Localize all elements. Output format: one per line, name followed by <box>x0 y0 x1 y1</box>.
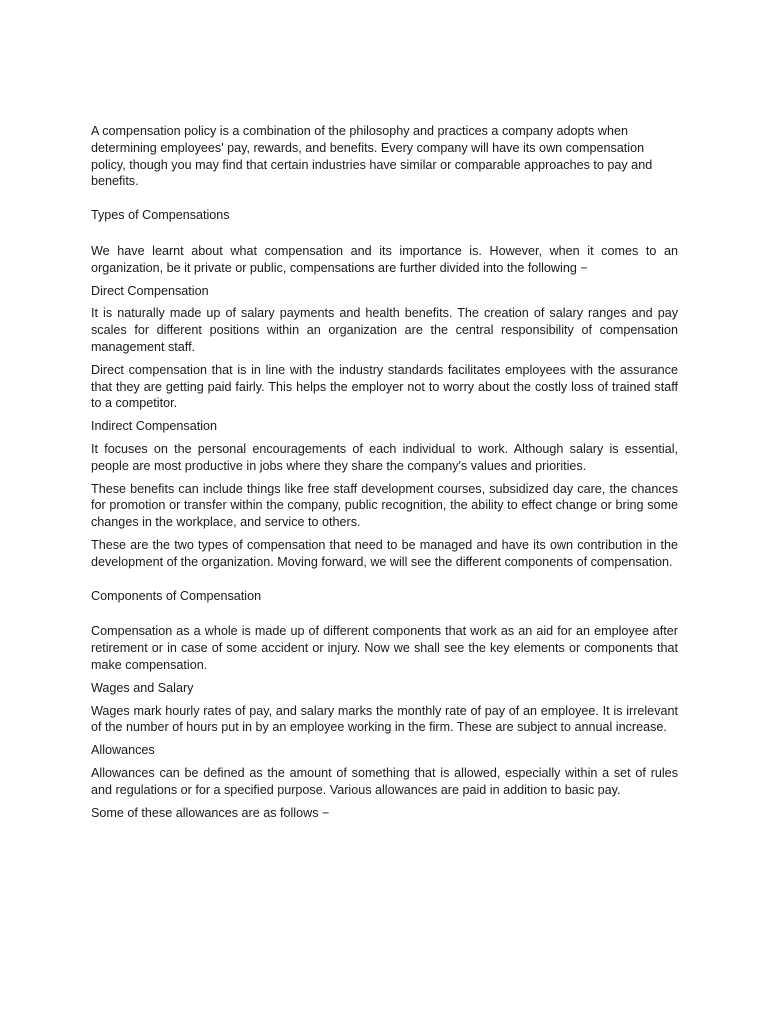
document-page <box>91 123 678 821</box>
allowances-heading: Allowances <box>91 743 155 758</box>
indirect-paragraph-2: These benefits can include things like free staff development courses, subsidized day care, the chances for promotion or transfer within the company, public recognition, the ability to effect change or bring some changes in the workplace, and service to others. <box>91 481 678 530</box>
allowances-paragraph-1: Allowances can be defined as the amount of something that is allowed, especially within a set of rules and regulations or for a specified purpose. Various allowances are paid in addition to basic pay. <box>91 765 678 797</box>
direct-paragraph-2: Direct compensation that is in line with the industry standards facilitates employees with the assurance that they are getting paid fairly. This helps the employer not to worry about the costly loss of trained staff to a competitor. <box>91 362 678 411</box>
indirect-compensation-heading: Indirect Compensation <box>91 419 218 434</box>
indirect-paragraph-3: These are the two types of compensation that need to be managed and have its own contribution in the development of the organization. Moving forward, we will see the different components of compensation. <box>91 537 678 569</box>
wages-salary-heading: Wages and Salary <box>91 680 194 695</box>
components-intro-paragraph: Compensation as a whole is made up of different components that work as an aid for an employee after retirement or in case of some accident or injury. Now we shall see the key elements or components that make compensation. <box>91 624 678 672</box>
allowances-paragraph-2: Some of these allowances are as follows − <box>91 805 330 820</box>
components-heading: Components of Compensation <box>91 588 262 603</box>
wages-paragraph: Wages mark hourly rates of pay, and salary marks the monthly rate of pay of an employee. It is irrelevant of the number of hours put in by an employee working in the firm. These are subject to annual increase. <box>91 703 678 735</box>
intro-paragraph: A compensation policy is a combination of the philosophy and practices a company adopts when determining employees' pay, rewards, and benefits. Every company will have its own compensation policy, though you may find that certain industries have similar or comparable approaches to pay and benefits. <box>91 124 653 189</box>
direct-compensation-heading: Direct Compensation <box>91 283 209 298</box>
indirect-paragraph-1: It focuses on the personal encouragements of each individual to work. Although salary is essential, people are most productive in jobs where they share the company's values and priorities. <box>91 441 678 473</box>
direct-paragraph-1: It is naturally made up of salary payments and health benefits. The creation of salary ranges and pay scales for different positions within an organization are the central responsibility of compensation management staff. <box>91 306 678 354</box>
types-intro-paragraph: We have learnt about what compensation and its importance is. However, when it comes to an organization, be it private or public, compensations are further divided into the following − <box>91 243 678 275</box>
types-heading: Types of Compensations <box>91 208 230 223</box>
